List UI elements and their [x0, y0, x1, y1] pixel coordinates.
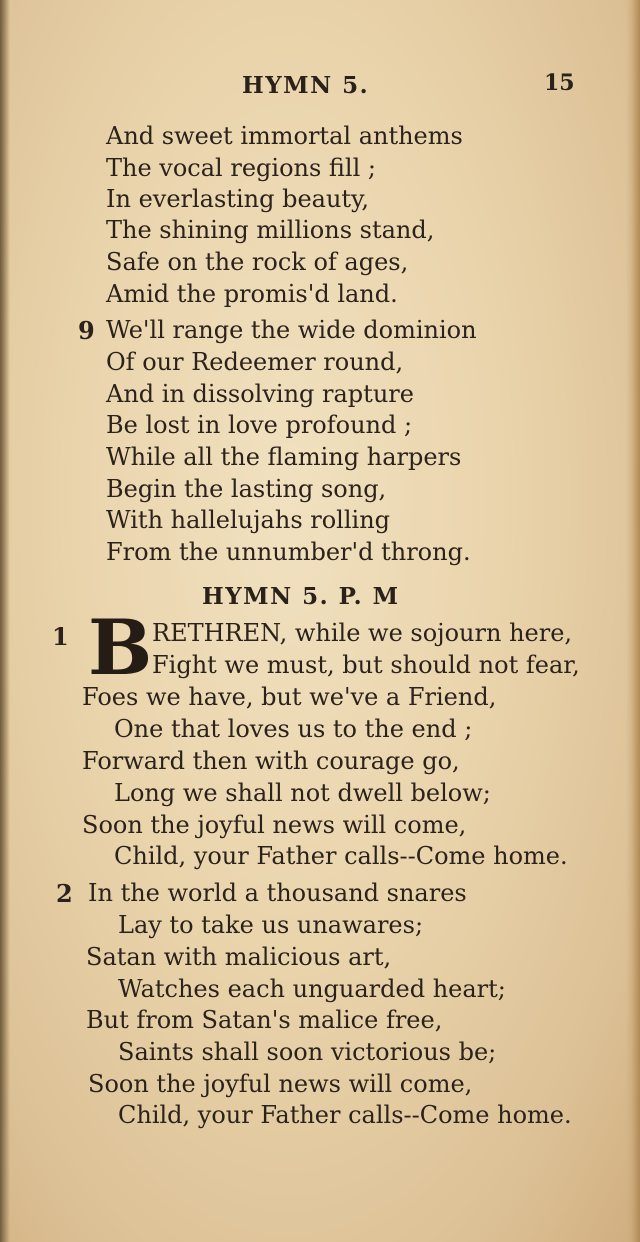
verse-line: And sweet immortal anthems [106, 122, 463, 150]
verse-line: Forward then with courage go, [82, 747, 460, 775]
verse-line: Of our Redeemer round, [106, 348, 404, 376]
verse-line: With hallelujahs rolling [106, 506, 391, 534]
verse-line: Soon the joyful news will come, [88, 1070, 473, 1098]
verse-line: Fight we must, but should not fear, [152, 651, 580, 679]
verse-line: In the world a thousand snares [88, 879, 467, 907]
verse-line: Lay to take us unawares; [118, 911, 424, 939]
page-number: 15 [544, 70, 575, 96]
verse-line: We'll range the wide dominion [106, 316, 477, 344]
verse-line: The vocal regions fill ; [106, 154, 376, 182]
verse-line: Be lost in love profound ; [106, 411, 413, 439]
stanza-number: 2 [56, 879, 73, 908]
page-fore-edge [626, 0, 640, 1242]
verse-line: Soon the joyful news will come, [82, 811, 467, 839]
verse-line: And in dissolving rapture [106, 380, 414, 408]
verse-line: Saints shall soon victorious be; [118, 1038, 497, 1066]
verse-line: Long we shall not dwell below; [114, 779, 491, 807]
page-binding-edge [0, 0, 10, 1242]
verse-line: Child, your Father calls--Come home. [114, 842, 568, 870]
verse-line: From the unnumber'd throng. [106, 538, 471, 566]
running-head: HYMN 5. [242, 72, 370, 99]
drop-cap: B [88, 603, 153, 692]
verse-line: The shining millions stand, [106, 216, 435, 244]
verse-line: Safe on the rock of ages, [106, 248, 409, 276]
verse-line: In everlasting beauty, [106, 185, 370, 213]
verse-line: Foes we have, but we've a Friend, [82, 683, 497, 711]
hymn-heading: HYMN 5. P. M [202, 583, 400, 610]
stanza-number: 9 [78, 316, 95, 345]
verse-line: Amid the promis'd land. [106, 280, 398, 308]
verse-line: One that loves us to the end ; [114, 715, 473, 743]
verse-line: Child, your Father calls--Come home. [118, 1101, 572, 1129]
verse-line: Satan with malicious art, [86, 943, 392, 971]
verse-line: While all the flaming harpers [106, 443, 462, 471]
stanza-number: 1 [52, 622, 69, 651]
verse-line: RETHREN, while we sojourn here, [152, 619, 573, 647]
verse-line: But from Satan's malice free, [86, 1006, 443, 1034]
verse-line: Watches each unguarded heart; [118, 975, 506, 1003]
verse-line: Begin the lasting song, [106, 475, 387, 503]
